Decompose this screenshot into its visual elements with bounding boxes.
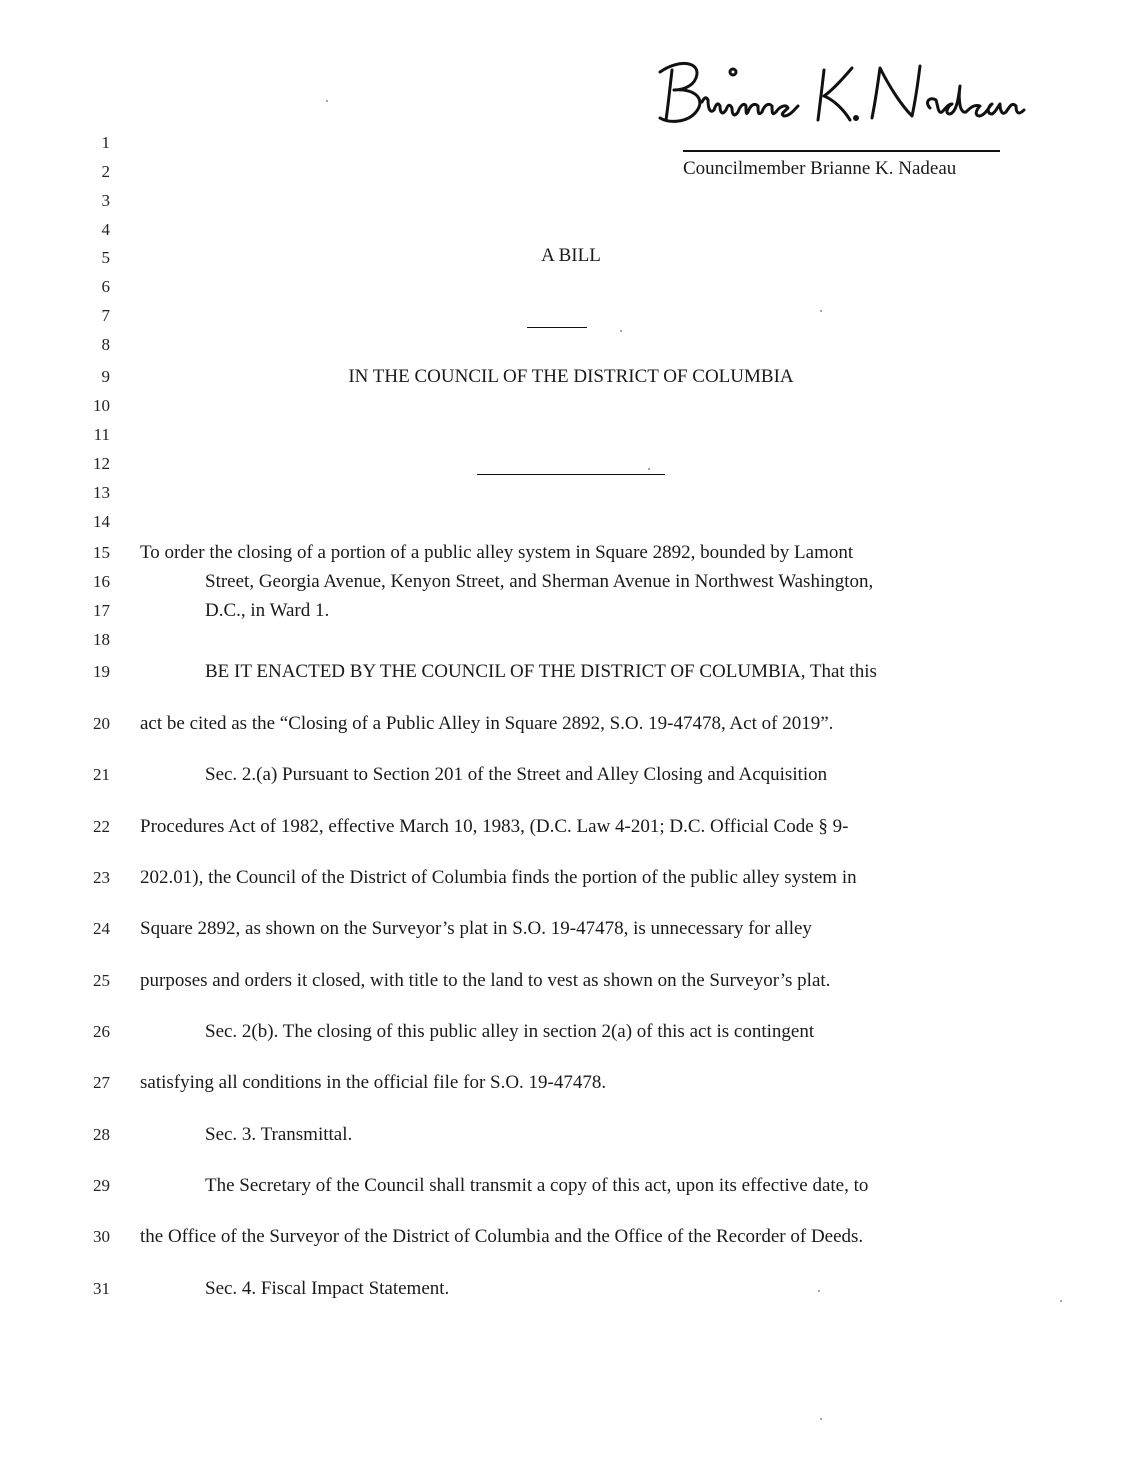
line-number: 7	[101, 306, 110, 325]
scan-speck	[1060, 1300, 1062, 1302]
signature-text: Brianne K. Nadeau	[640, 48, 648, 49]
body-line: the Office of the Surveyor of the District of Columbia and the Office of the Recorder of Deeds.	[140, 1226, 864, 1247]
bill-title-line: Street, Georgia Avenue, Kenyon Street, and Sherman Avenue in Northwest Washington,	[205, 571, 874, 592]
line-number: 27	[93, 1073, 110, 1092]
line-number: 16	[93, 572, 110, 591]
line-number: 19	[93, 662, 110, 681]
line-number: 11	[93, 425, 110, 444]
line-number: 17	[93, 601, 110, 620]
signature-line	[683, 150, 1000, 152]
bill-title-line: D.C., in Ward 1.	[205, 600, 330, 621]
scan-speck	[648, 468, 650, 470]
line-number: 4	[101, 220, 110, 239]
line-number: 10	[93, 396, 110, 415]
line-number: 26	[93, 1022, 110, 1041]
line-number: 28	[93, 1125, 110, 1144]
scan-speck	[820, 1418, 822, 1420]
line-number: 25	[93, 971, 110, 990]
section-3-heading: Sec. 3. Transmittal.	[205, 1124, 353, 1145]
scan-speck	[820, 310, 822, 312]
line-number: 3	[101, 191, 110, 210]
line-number: 13	[93, 483, 110, 502]
line-number: 21	[93, 765, 110, 784]
scan-speck	[818, 1290, 820, 1292]
line-number: 24	[93, 919, 110, 938]
line-number: 5	[101, 248, 110, 267]
line-number: 14	[93, 512, 110, 531]
section-2a-heading: Sec. 2.(a) Pursuant to Section 201 of the Street and Alley Closing and Acquisition	[205, 764, 828, 785]
line-number: 2	[101, 162, 110, 181]
line-number: 18	[93, 630, 110, 649]
body-line: Procedures Act of 1982, effective March 10, 1983, (D.C. Law 4-201; D.C. Official Code § 9-	[140, 816, 849, 837]
signature-image	[640, 48, 1040, 128]
line-number: 20	[93, 714, 110, 733]
line-number: 15	[93, 543, 110, 562]
bill-number-line	[527, 327, 587, 328]
body-line: Square 2892, as shown on the Surveyor’s plat in S.O. 19-47478, is unnecessary for alley	[140, 918, 812, 939]
line-number: 23	[93, 868, 110, 887]
bill-title-line: To order the closing of a portion of a public alley system in Square 2892, bounded by Lamont	[140, 542, 854, 563]
section-4-heading: Sec. 4. Fiscal Impact Statement.	[205, 1278, 450, 1299]
body-line: The Secretary of the Council shall transmit a copy of this act, upon its effective date, to	[205, 1175, 869, 1196]
body-line: satisfying all conditions in the official file for S.O. 19-47478.	[140, 1072, 607, 1093]
body-line: act be cited as the “Closing of a Public Alley in Square 2892, S.O. 19-47478, Act of 2019”.	[140, 713, 834, 734]
scan-speck	[620, 330, 622, 332]
scan-speck	[326, 100, 328, 102]
line-number: 29	[93, 1176, 110, 1195]
line-number: 31	[93, 1279, 110, 1298]
council-heading: IN THE COUNCIL OF THE DISTRICT OF COLUMBIA	[348, 366, 794, 387]
sponsor-name: Councilmember Brianne K. Nadeau	[683, 158, 957, 179]
line-number: 22	[93, 817, 110, 836]
body-line: purposes and orders it closed, with title to the land to vest as shown on the Surveyor’s plat.	[140, 970, 831, 991]
body-line: 202.01), the Council of the District of Columbia finds the portion of the public alley system in	[140, 867, 857, 888]
section-2b-heading: Sec. 2(b). The closing of this public alley in section 2(a) of this act is contingent	[205, 1021, 815, 1042]
enacting-clause: BE IT ENACTED BY THE COUNCIL OF THE DISTRICT OF COLUMBIA, That this	[205, 661, 877, 682]
line-number: 8	[101, 335, 110, 354]
document-type-heading: A BILL	[541, 245, 601, 266]
line-number: 12	[93, 454, 110, 473]
line-number: 9	[101, 367, 110, 386]
line-number: 1	[101, 133, 110, 152]
date-line	[477, 474, 665, 475]
line-number: 6	[101, 277, 110, 296]
line-number: 30	[93, 1227, 110, 1246]
